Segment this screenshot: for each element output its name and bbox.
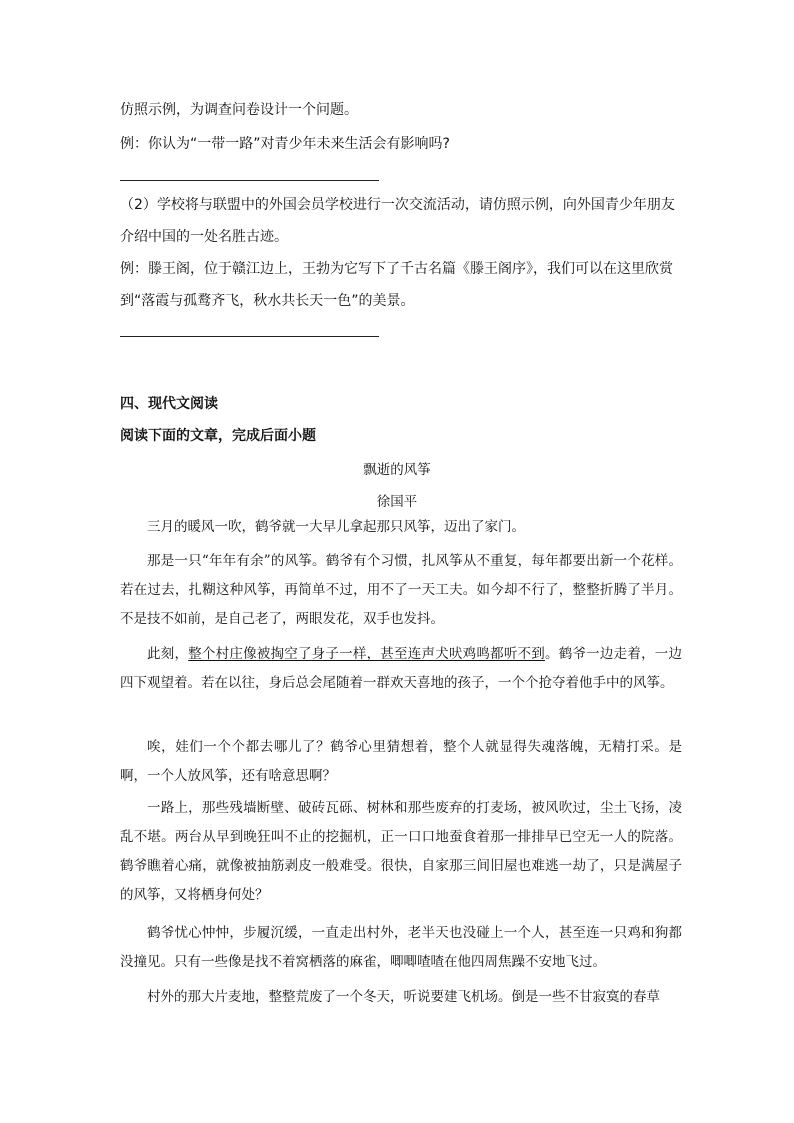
q1-instruction: 仿照示例，为调查问卷设计一个问题。: [120, 102, 358, 118]
article-title: 飘逝的风筝: [363, 462, 431, 478]
article-paragraph-4: 唉，娃们一个个都去哪儿了？鹤爷心里猜想着，整个人就显得失魂落魄，无精打采。是啊，一个人放风筝，还有啥意思啊？: [120, 739, 682, 784]
article-paragraph-1: 三月的暖风一吹，鹤爷就一大早儿拿起那只风筝，迈出了家门。: [147, 519, 525, 535]
article-paragraph-7: 村外的那大片麦地，整整荒废了一个冬天，听说要建飞机场。倒是一些不甘寂寞的春草: [147, 989, 660, 1005]
article-paragraph-2: 那是一只“年年有余”的风筝。鹤爷有个习惯，扎风筝从不重复，每年都要出新一个花样。若在过去，扎糊这种风筝，再简单不过，用不了一天工夫。如今却不行了，整整折腾了半月。不是技不如前，是自己老了，两眼发花，双手也发抖。: [120, 553, 682, 627]
p3-text-b: 。鹤爷一边走着，一边四下观望着。若在以往，身后总会尾随着一群欢天喜地的孩子，一个个抢夺着他手中的风筝。: [120, 646, 683, 691]
q2-answer-line[interactable]: [120, 336, 379, 337]
section-subheading: 阅读下面的文章，完成后面小题: [120, 428, 316, 444]
article-paragraph-5: 一路上，那些残墙断壁、破砖瓦砾、树林和那些废弃的打麦场，被风吹过，尘土飞扬，凌乱不堪。两台从早到晚狂叫不止的挖掘机，正一口口地蚕食着那一排排早已空无一人的院落。鹤爷瞧着心痛，就像被抽筋剥皮一般难受。很快，自家那三间旧屋也难逃一劫了，只是满屋子的风筝，又将栖身何处？: [120, 800, 682, 903]
q1-example: 例：你认为“一带一路”对青少年未来生活会有影响吗?: [120, 136, 450, 152]
article-paragraph-6: 鹤爷忧心忡忡，步履沉缓，一直走出村外，老半天也没碰上一个人，甚至连一只鸡和狗都没撞见。只有一些像是找不着窝栖落的麻雀，唧唧喳喳在他四周焦躁不安地飞过。: [120, 925, 682, 970]
q2-line1: （2）学校将与联盟中的外国会员学校进行一次交流活动，请仿照示例，向外国青少年朋友: [120, 197, 675, 213]
article-paragraph-3: [120, 640, 682, 698]
p3-underlined-sentence: 整个村庄像被掏空了身子一样，甚至连声犬吠鸡鸣都听不到: [188, 646, 545, 662]
article-author: 徐国平: [376, 494, 418, 510]
section-heading: 四、现代文阅读: [120, 396, 218, 412]
q2-example-line2: 到“落霞与孤鹜齐飞，秋水共长天一色”的美景。: [120, 293, 415, 309]
q2-line2: 介绍中国的一处名胜古迹。: [120, 229, 288, 245]
p3-text-a: 此刻，: [147, 646, 189, 662]
q2-example-line1: 例：滕王阁，位于赣江边上，王勃为它写下了千古名篇《滕王阁序》，我们可以在这里欣赏: [120, 261, 673, 277]
q1-answer-line[interactable]: [120, 180, 379, 181]
